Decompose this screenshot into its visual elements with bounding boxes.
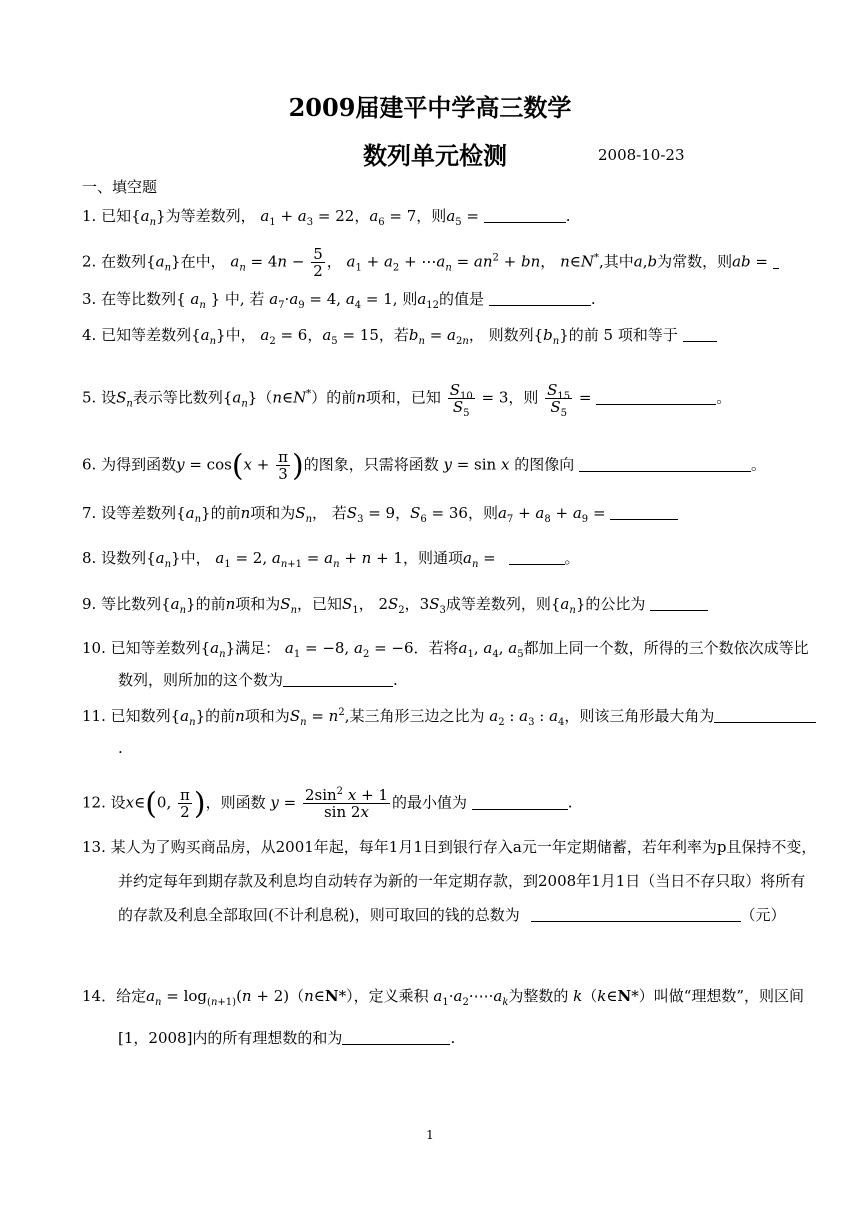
- page-subtitle: 数列单元检测: [363, 141, 507, 170]
- question-8: 8. 设数列$\{a_n\}$中， $a_1 = 2$, $a_{n+1} = a_n + n + 1$，则通项$a_n$ = 。: [82, 549, 580, 570]
- question-13: 13. 某人为了购买商品房，从2001年起，每年1月1日到银行存入a元一年定期储蓄，若年利率为p且保持不变，并约定每年到期存款及利息均自动转存为新的一年定期存款，到2008年1月1日（当日不存只取）将所有的存款及利息全部取回(不计利息税)，则可取回的钱的总数为 （元）: [82, 838, 817, 924]
- page-title: 2009届建平中学高三数学: [288, 93, 572, 122]
- question-6: 6. 为得到函数y = cos(x + $\frac{\pi}{3}$ )的图象，只需将函数 y = sin x 的图像向 。: [82, 448, 767, 484]
- answer-blank[interactable]: [342, 1030, 450, 1045]
- question-4: 4. 已知等差数列$\{a_n\}$中， $a_2 = 6$，$a_5 = 15$，若$b_n = a_{2n}$， 则数列$\{b_n\}$的前 5 项和等于: [82, 327, 782, 343]
- question-2: 2. 在数列$\{a_n\}$在中， $a_n = 4n$ − $\frac{5}{2}$ ， $a_1 + a_2$ + $\cdots a_n = an^2$ + bn， n∈N*,其中a,b为常数，则ab =: [82, 246, 782, 279]
- answer-blank[interactable]: [509, 550, 565, 565]
- answer-blank[interactable]: [531, 907, 741, 922]
- answer-blank[interactable]: [579, 457, 751, 472]
- question-1: 1. 已知$\{a_n\}$为等差数列， $a_1 + a_3 = 22$，$a_6 = 7$，则$a_5$ = .: [82, 207, 571, 228]
- answer-blank[interactable]: [283, 672, 393, 687]
- answer-blank[interactable]: [714, 708, 816, 723]
- question-9: 9. 等比数列$\{a_n\}$的前n项和为$S_n$，已知$S_1$， $2S_2$，$3S_3$成等差数列，则$\{a_n\}$的公比为: [82, 596, 782, 612]
- answer-blank[interactable]: [650, 596, 708, 611]
- answer-blank[interactable]: [596, 390, 716, 405]
- answer-blank[interactable]: [489, 291, 591, 306]
- answer-blank[interactable]: [472, 795, 568, 810]
- question-11: 11. 已知数列$\{a_n\}$的前n项和为$S_n = n^2$,某三角形三边之比为 $a_2$ : $a_3$ : $a_4$，则该三角形最大角为.: [82, 700, 818, 764]
- answer-blank[interactable]: [683, 327, 717, 342]
- question-7: 7. 设等差数列$\{a_n\}$的前n项和为$S_n$， 若$S_3 = 9$，$S_6 = 36$，则$a_7 + a_8 + a_9$ =: [82, 505, 782, 521]
- answer-blank[interactable]: [484, 208, 566, 223]
- question-5: 5. 设$S_n$表示等比数列$\{a_n\}(n\in N^*)$的前n项和，已知 $\frac{S_{10}}{S_5}$ = 3，则 $\frac{S_{15}}{S_5}$ = 。: [82, 381, 732, 419]
- question-14: 14．给定$a_n = \log_{(n+1)}(n$ + 2)（n∈N*），定义乘积 $a_1\cdot a_2\cdot\cdots\cdot a_k$为整数的 k（k∈N*）叫做“理想数”，则区间[1，2008]内的所有理想数的和为 .: [82, 987, 805, 1047]
- exam-date: 2008-10-23: [598, 146, 685, 164]
- answer-blank[interactable]: [610, 505, 678, 520]
- question-10: 10. 已知等差数列$\{a_n\}$满足： $a_1 = -8$, $a_2 = -6$．若将$a_1$, $a_4$, $a_5$都加上同一个数，所得的三个数依次成等比数列，则所加的这个数为 .: [82, 639, 809, 689]
- answer-blank[interactable]: [773, 254, 779, 269]
- page-number: 1: [426, 1128, 434, 1142]
- question-3: 3. 在等比数列{ $a_n$ } 中, 若 $a_7\cdot a_9 = 4$, $a_4 = 1$, 则$a_{12}$的值是 .: [82, 290, 596, 311]
- question-12: 12. 设x∈(0, $\frac{\pi}{2}$ )，则函数 y = $\frac{2\sin^2 x + 1}{\sin 2x}$ 的最小值为 .: [82, 786, 573, 822]
- section-heading: 一、填空题: [82, 178, 158, 196]
